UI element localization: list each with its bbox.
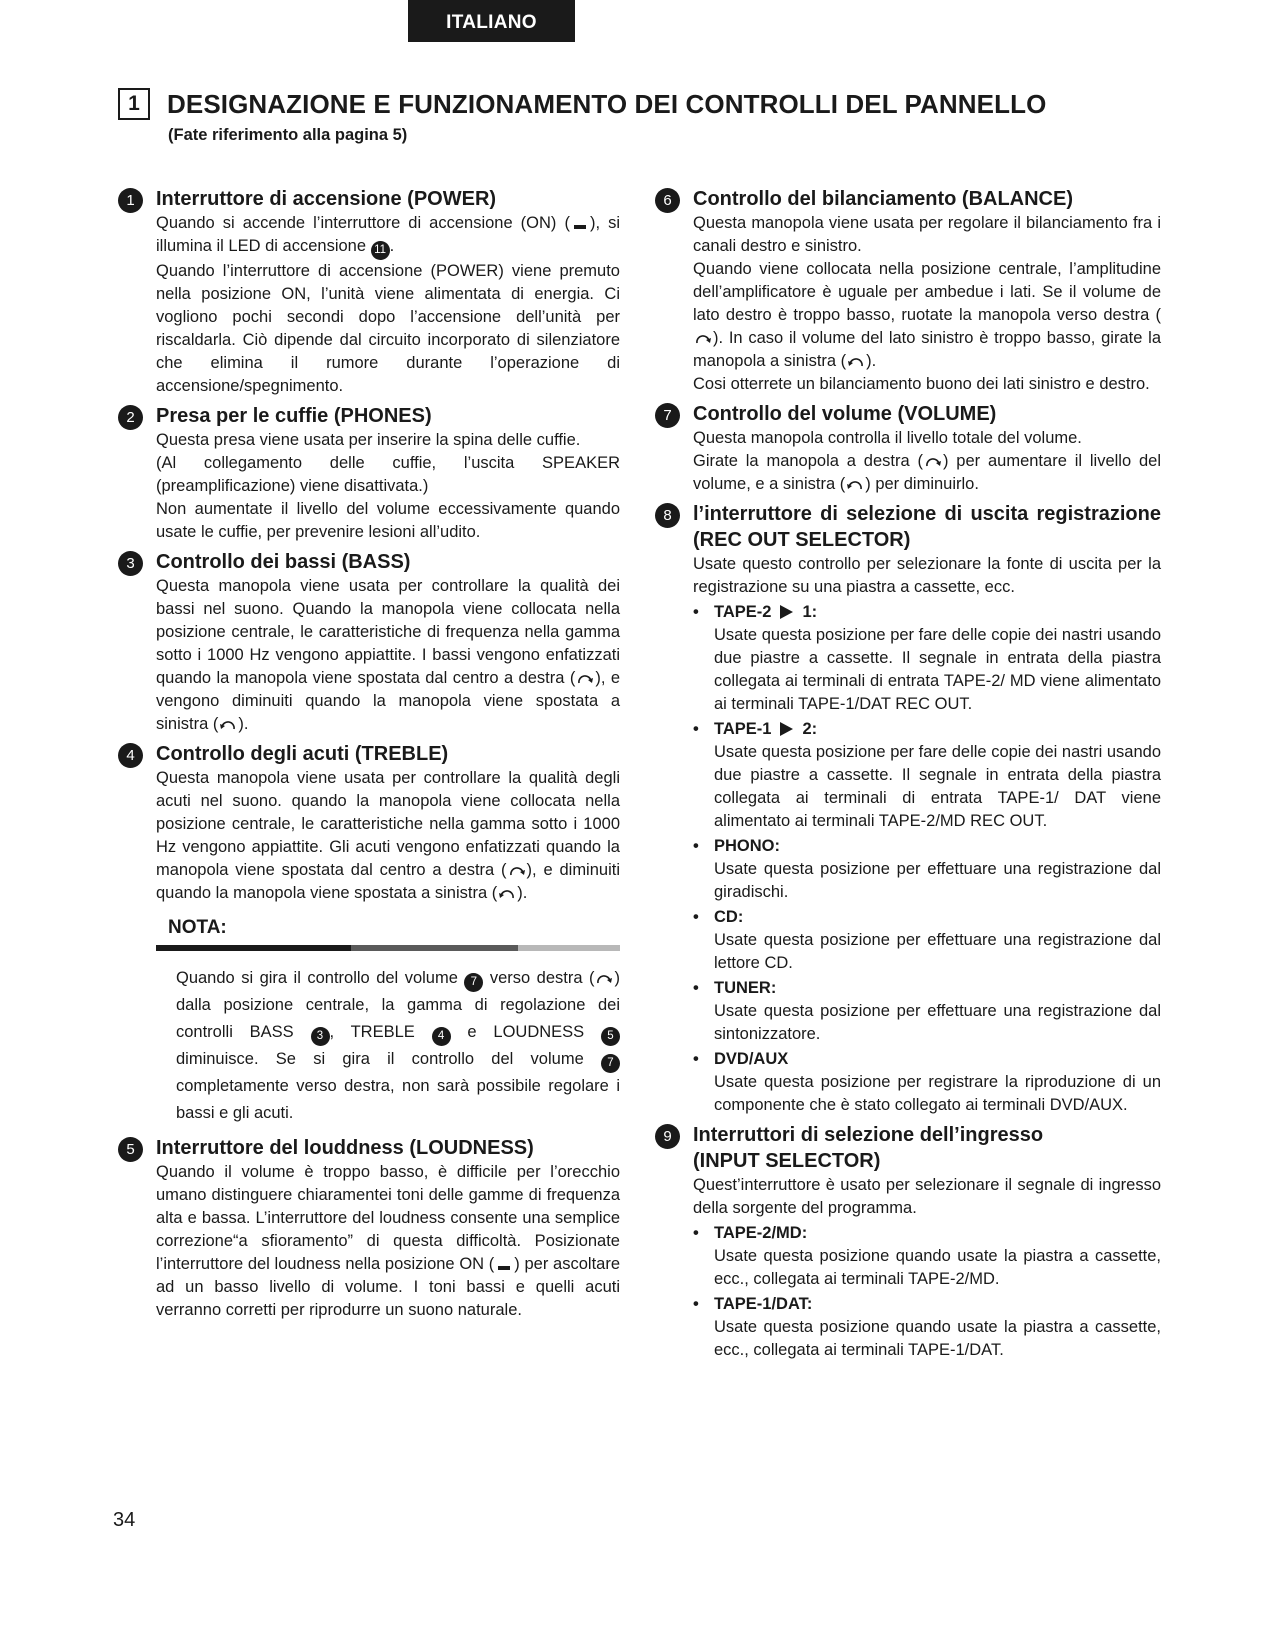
item-rec-out-selector: [655, 501, 1161, 1117]
bullet-label: TUNER:: [714, 979, 777, 997]
bullet-item: [693, 835, 1161, 904]
item-number-badge: 9: [655, 1124, 680, 1149]
item-volume: [655, 401, 1161, 496]
item-bass: [118, 549, 620, 736]
rotate-left-icon: [218, 717, 238, 731]
bullet-label: PHONO:: [714, 837, 780, 855]
language-tab: ITALIANO: [408, 0, 575, 42]
item-power: [118, 186, 620, 398]
rotate-left-icon: [497, 886, 517, 900]
bullet-dot: •: [693, 1050, 699, 1068]
reference-number-badge: 7: [464, 973, 483, 992]
bullet-label: TAPE-1 2:: [714, 720, 818, 738]
bullet-text: Usate questa posizione per effettuare una registrazione dal lettore CD.: [714, 931, 1161, 972]
item-number-badge: 6: [655, 188, 680, 213]
reference-number-badge: 7: [601, 1054, 620, 1073]
reference-number-badge: 11: [371, 241, 390, 260]
rotate-right-icon: [575, 671, 595, 685]
item-title: Interruttore di accensione (POWER): [156, 188, 497, 210]
bullet-item: [693, 977, 1161, 1046]
bullet-dot: •: [693, 720, 699, 738]
section-heading: [118, 88, 1046, 120]
play-arrow-icon: [780, 722, 793, 736]
bullet-label: TAPE-2 1:: [714, 603, 818, 621]
item-input-selector: [655, 1122, 1161, 1362]
bullet-dot: •: [693, 1295, 699, 1313]
item-text: Quest’interruttore è usato per selezionare il segnale di ingresso della sorgente del programma.: [693, 1176, 1161, 1217]
note-box: [156, 917, 620, 1127]
item-title: l’interruttore di selezione di uscita registrazione (REC OUT SELECTOR): [693, 503, 1161, 551]
bullet-item: [693, 601, 1161, 716]
reference-number-badge: 4: [432, 1027, 451, 1046]
bullet-item: [693, 1222, 1161, 1291]
item-number-badge: 7: [655, 403, 680, 428]
bullet-label: CD:: [714, 908, 744, 926]
item-text: Quando l’interruttore di accensione (POWER) viene premuto nella posizione ON, l’unità viene alimentata di energia. Ci vogliono pochi secondi dopo l’accensione dell’unità per riscaldarla. Ciò dipende dal circuito incorporato di silenziatore che elimina il rumore durante l’operazione di accensione/spegnimento.: [156, 262, 620, 395]
bullet-dot: •: [693, 837, 699, 855]
item-number-badge: 3: [118, 551, 143, 576]
item-text: Usate questo controllo per selezionare la fonte di uscita per la registrazione su una piastra a cassette, ecc.: [693, 555, 1161, 596]
rotate-left-icon: [846, 354, 866, 368]
item-title: Controllo del volume (VOLUME): [693, 403, 997, 425]
item-treble: [118, 741, 620, 1127]
rotate-right-icon: [693, 331, 713, 345]
rotate-right-icon: [507, 863, 527, 877]
bullet-dot: •: [693, 1224, 699, 1242]
item-balance: [655, 186, 1161, 396]
bullet-text: Usate questa posizione per fare delle copie dei nastri usando due piastre a cassette. Il segnale in entrata della piastra collegata ai terminali di entrata TAPE-2/ MD viene alimentato ai terminali TAPE-1/DAT REC OUT.: [714, 626, 1161, 713]
item-number-badge: 8: [655, 503, 680, 528]
bullet-text: Usate questa posizione per registrare la riproduzione di un componente che è stato collegato ai terminali DVD/AUX.: [714, 1073, 1161, 1114]
item-text: (Al collegamento delle cuffie, l’uscita SPEAKER (preamplificazione) viene disattivata.): [156, 454, 620, 495]
item-number-badge: 5: [118, 1137, 143, 1162]
rotate-right-icon: [923, 454, 943, 468]
bullet-dot: •: [693, 979, 699, 997]
bullet-text: Usate questa posizione quando usate la piastra a cassette, ecc., collegata ai terminali TAPE-2/MD.: [714, 1247, 1161, 1288]
section-subtitle: (Fate riferimento alla pagina 5): [168, 126, 408, 144]
item-text: Quando si accende l’interruttore di accensione (ON) ( ), si illumina il LED di accensione 11 .: [156, 212, 620, 260]
rotate-left-icon: [845, 477, 865, 491]
item-loudness: [118, 1135, 620, 1322]
reference-number-badge: 5: [601, 1027, 620, 1046]
item-title: Interruttori di selezione dell’ingresso: [693, 1124, 1044, 1146]
item-text: Questa manopola viene usata per regolare il bilanciamento fra i canali destro e sinistro.: [693, 214, 1161, 255]
bullet-text: Usate questa posizione quando usate la piastra a cassette, ecc., collegata ai terminali TAPE-1/DAT.: [714, 1318, 1161, 1359]
switch-on-icon: [570, 216, 590, 230]
bullet-label: TAPE-2/MD:: [714, 1224, 808, 1242]
left-column: [118, 186, 620, 1327]
bullet-item: [693, 718, 1161, 833]
item-number-badge: 1: [118, 188, 143, 213]
item-text: Girate la manopola a destra ( ) per aumentare il livello del volume, e a sinistra ( ) per diminuirlo.: [693, 452, 1161, 493]
note-text: Quando si gira il controllo del volume 7 verso destra ( ) dalla posizione centrale, la gamma di regolazione dei controlli BASS 3 , TREBLE 4 e LOUDNESS 5 diminuisce. Se si gira il controllo del volume 7 completamente verso destra, non sarà possibile regolare i bassi e gli acuti.: [176, 969, 620, 1122]
section-number: 1: [118, 88, 150, 120]
bullet-label: DVD/AUX: [714, 1050, 789, 1068]
switch-on-icon: [494, 1257, 514, 1271]
item-title: Interruttore del louddness (LOUDNESS): [156, 1137, 534, 1159]
item-text: Cosi otterrete un bilanciamento buono dei lati sinistro e destro.: [693, 375, 1150, 393]
bullet-label: TAPE-1/DAT:: [714, 1295, 813, 1313]
item-title: (INPUT SELECTOR): [693, 1150, 881, 1172]
item-text: Questa manopola viene usata per controllare la qualità dei bassi nel suono. Quando la manopola viene collocata nella posizione centrale, le caratteristiche di frequenza nella gamma sotto i 1000 Hz vengono appiattite. I bassi vengono enfatizzati quando la manopola viene spostata dal centro a destra ( ), e vengono diminuiti quando la manopola viene spostata a sinistra ( ).: [156, 577, 620, 733]
bullet-dot: •: [693, 908, 699, 926]
play-arrow-icon: [780, 605, 793, 619]
bullet-text: Usate questa posizione per effettuare una registrazione dal sintonizzatore.: [714, 1002, 1161, 1043]
item-text: Quando il volume è troppo basso, è difficile per l’orecchio umano distinguere chiaramentei toni delle gamme di frequenza alta e bassa. L’interruttore del loudness consente una semplice correzione“a sfioramento” di questa difficoltà. Posizionate l’interruttore del loudness nella posizione ON ( ) per ascoltare ad un basso livello di volume. I toni bassi e quelli acuti verranno corretti per riprodurre un suono naturale.: [156, 1163, 620, 1319]
item-text: Questa manopola controlla il livello totale del volume.: [693, 429, 1082, 447]
rotate-right-icon: [594, 971, 614, 985]
item-title: Presa per le cuffie (PHONES): [156, 405, 432, 427]
item-number-badge: 2: [118, 405, 143, 430]
bullet-text: Usate questa posizione per fare delle copie dei nastri usando due piastre a cassette. Il segnale in entrata della piastra collegata ai terminali di entrata TAPE-1/ DAT viene alimentato ai terminali TAPE-2/MD REC OUT.: [714, 743, 1161, 830]
bullet-item: [693, 1048, 1161, 1117]
note-title: NOTA:: [168, 917, 227, 938]
item-text: Questa presa viene usata per inserire la spina delle cuffie.: [156, 431, 581, 449]
bullet-text: Usate questa posizione per effettuare una registrazione dal giradischi.: [714, 860, 1161, 901]
right-column: [655, 186, 1161, 1367]
bullet-item: [693, 1293, 1161, 1362]
item-number-badge: 4: [118, 743, 143, 768]
item-text: Quando viene collocata nella posizione centrale, l’amplitudine dell’amplificatore è uguale per ambedue i lati. Se il volume de lato destro è troppo basso, ruotate la manopola verso destra ( ). In caso il volume del lato sinistro è troppo basso, girate la manopola a sinistra ( ).: [693, 260, 1161, 370]
item-text: Questa manopola viene usata per controllare la qualità degli acuti nel suono. quando la manopola viene collocata nella posizione centrale, le caratteristiche nella gamma sotto i 1000 Hz vengono appiattite. Gli acuti vengono enfatizzati quando la manopola viene spostata dal centro a destra ( ), e diminuiti quando la manopola viene spostata a sinistra ( ).: [156, 769, 620, 902]
item-phones: [118, 403, 620, 544]
section-title: DESIGNAZIONE E FUNZIONAMENTO DEI CONTROLLI DEL PANNELLO: [167, 88, 1047, 119]
item-title: Controllo dei bassi (BASS): [156, 551, 411, 573]
item-title: Controllo degli acuti (TREBLE): [156, 743, 449, 765]
item-title: Controllo del bilanciamento (BALANCE): [693, 188, 1073, 210]
reference-number-badge: 3: [311, 1027, 330, 1046]
bullet-dot: •: [693, 603, 699, 621]
page-number: 34: [113, 1509, 136, 1531]
bullet-item: [693, 906, 1161, 975]
item-text: Non aumentate il livello del volume eccessivamente quando usate le cuffie, per prevenire lesioni all’udito.: [156, 500, 620, 541]
